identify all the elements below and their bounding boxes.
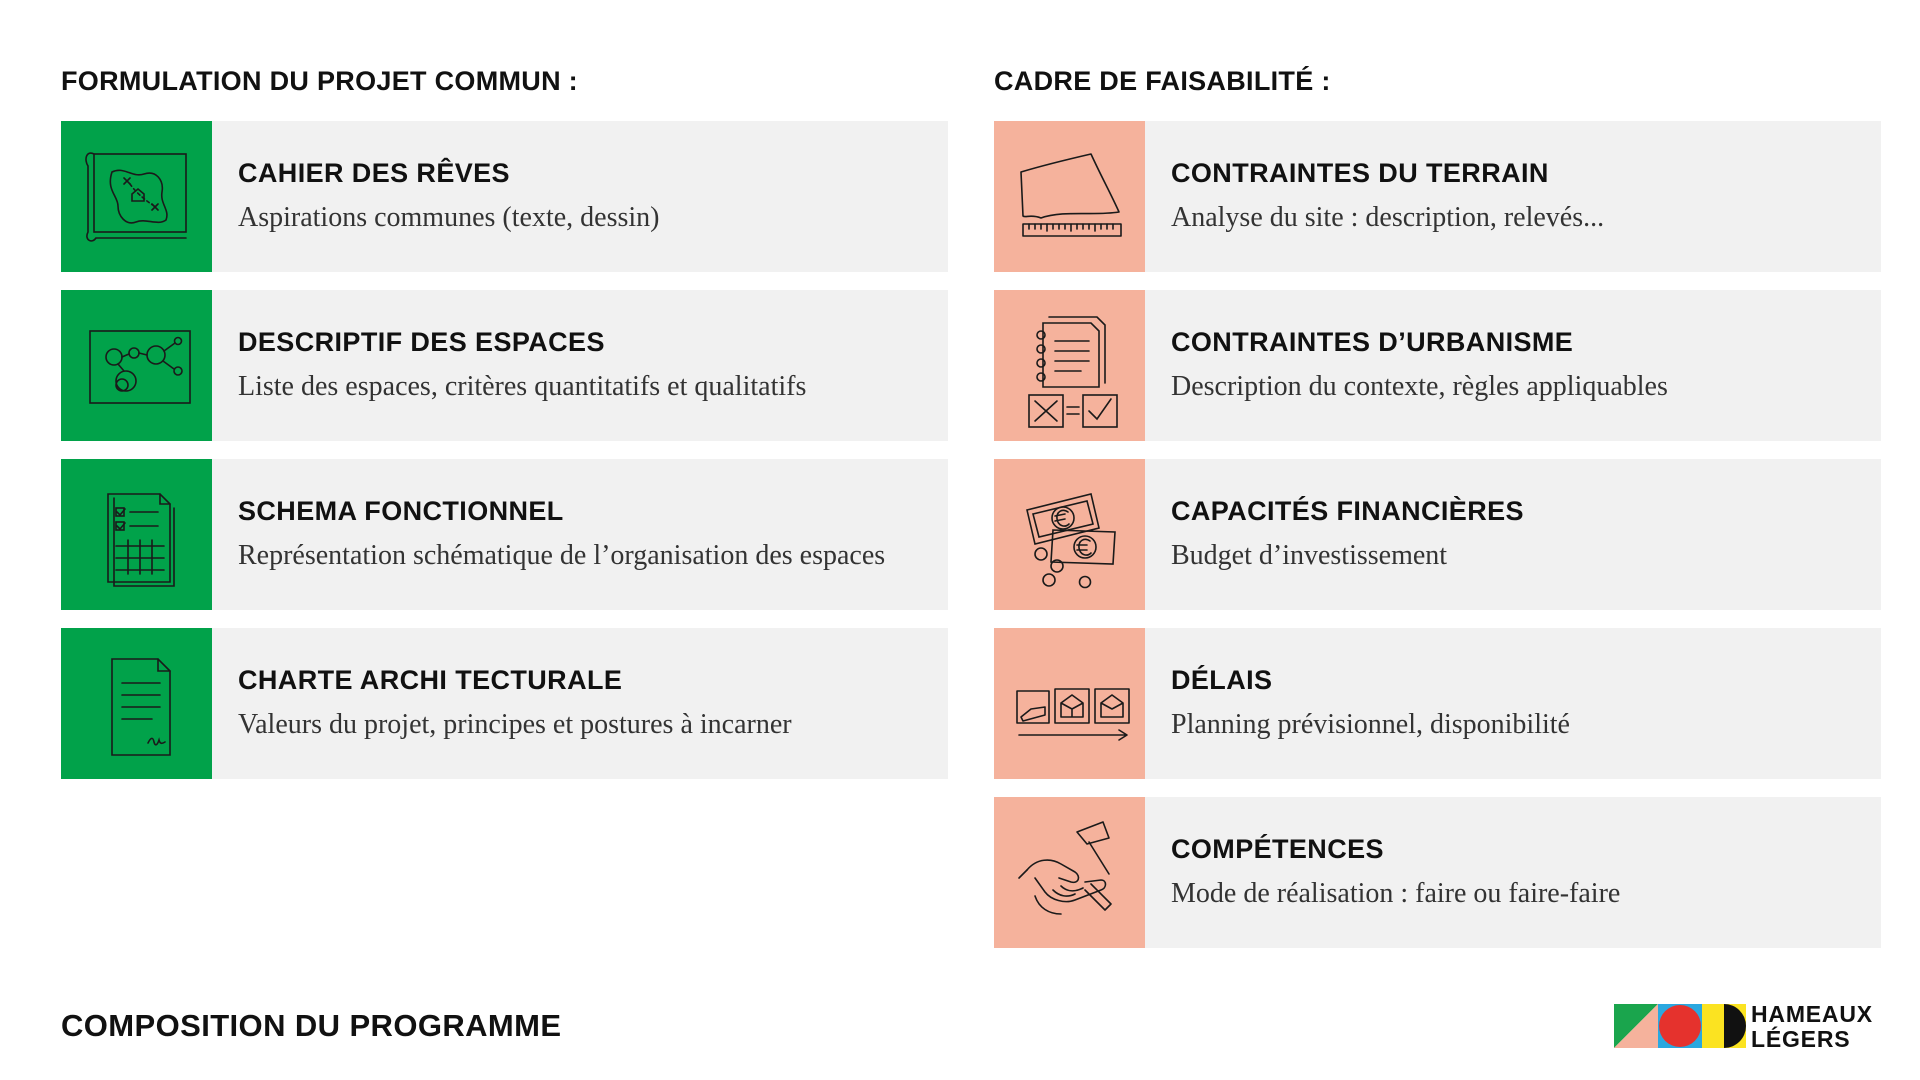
right-column-heading: CADRE DE FAISABILITÉ : [994, 66, 1331, 96]
handshake-hammer-icon [994, 797, 1145, 948]
euro-money-icon [994, 459, 1145, 610]
space-diagram-icon [61, 290, 212, 441]
logo-shapes-icon [1614, 1004, 1748, 1048]
card-title: CONTRAINTES D’URBANISME [1171, 326, 1574, 357]
card-title: CAHIER DES RÊVES [238, 157, 510, 188]
card-title: CHARTE ARCHI TECTURALE [238, 664, 623, 695]
card-title: DÉLAIS [1171, 664, 1273, 695]
card-description: Description du contexte, règles appliquables [1171, 370, 1668, 402]
plot-ruler-icon [994, 121, 1145, 272]
card-contraintes-urbanisme [994, 290, 1881, 441]
card-description: Représentation schématique de l’organisation des espaces [238, 539, 886, 571]
card-description: Valeurs du projet, principes et postures à incarner [238, 708, 792, 740]
card-capacites-financieres [994, 459, 1881, 610]
card-cahier-des-reves [61, 121, 948, 272]
logo-text-line1: HAMEAUX [1751, 1001, 1873, 1027]
footer-title: COMPOSITION DU PROGRAMME [61, 1008, 562, 1043]
card-description: Budget d’investissement [1171, 539, 1448, 571]
card-title: DESCRIPTIF DES ESPACES [238, 326, 605, 357]
card-title: CAPACITÉS FINANCIÈRES [1171, 495, 1524, 526]
logo-text-line2: LÉGERS [1751, 1026, 1851, 1052]
timeline-frames-icon [994, 628, 1145, 779]
card-title: SCHEMA FONCTIONNEL [238, 495, 564, 526]
left-column-heading: FORMULATION DU PROJET COMMUN : [61, 66, 578, 96]
card-title: COMPÉTENCES [1171, 833, 1384, 864]
card-description: Liste des espaces, critères quantitatifs et qualitatifs [238, 370, 807, 402]
card-title: CONTRAINTES DU TERRAIN [1171, 157, 1549, 188]
card-description: Planning prévisionnel, disponibilité [1171, 708, 1570, 740]
card-description: Mode de réalisation : faire ou faire-faire [1171, 877, 1621, 909]
card-descriptif-des-espaces [61, 290, 948, 441]
card-description: Aspirations communes (texte, dessin) [238, 201, 660, 233]
checklist-document-icon [61, 459, 212, 610]
card-competences [994, 797, 1881, 948]
hameaux-legers-logo [1614, 1001, 1874, 1052]
card-description: Analyse du site : description, relevés... [1171, 201, 1605, 233]
rules-document-icon [994, 290, 1145, 441]
card-schema-fonctionnel [61, 459, 948, 610]
card-charte-architecturale [61, 628, 948, 779]
card-delais [994, 628, 1881, 779]
treasure-map-icon [61, 121, 212, 272]
signed-document-icon [61, 628, 212, 779]
card-contraintes-du-terrain [994, 121, 1881, 272]
